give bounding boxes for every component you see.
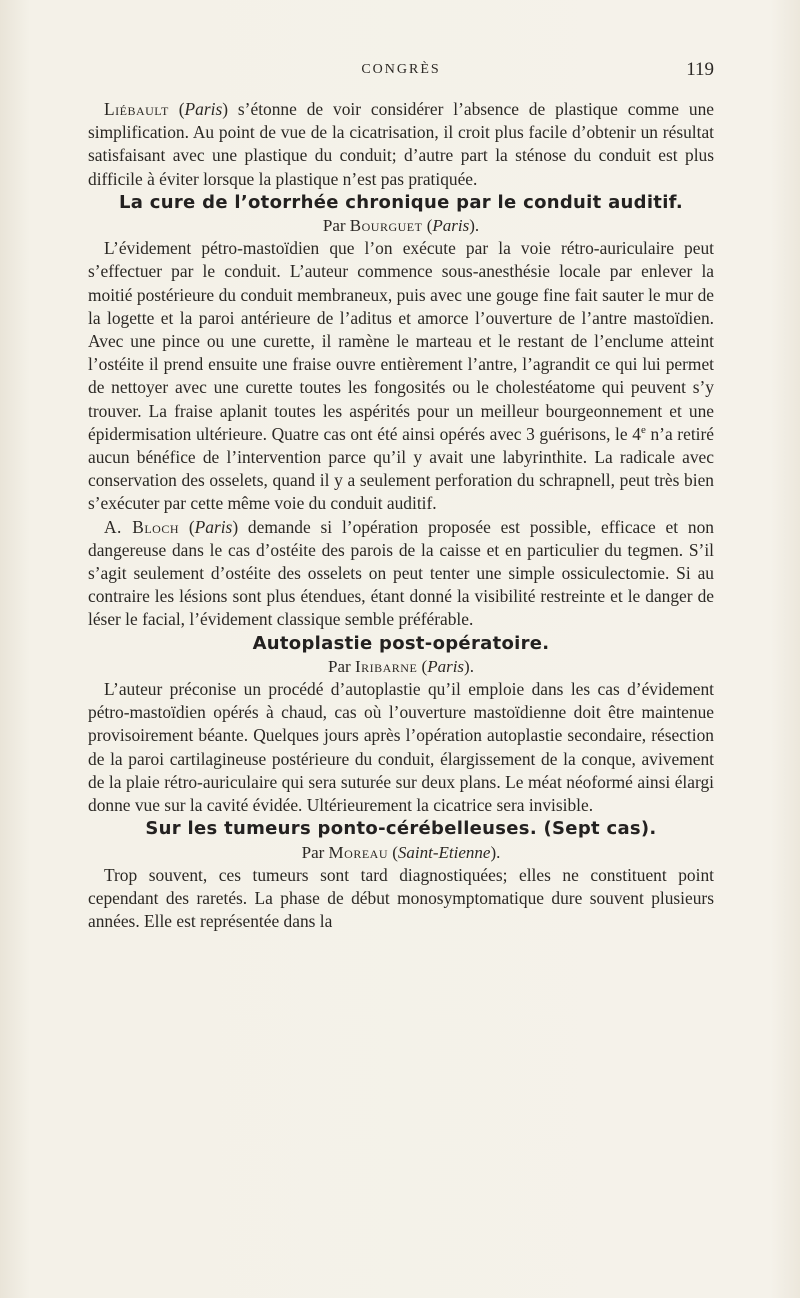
byline-city: Paris [427, 656, 465, 676]
byline-moreau: Par Moreau (Saint-Etienne). [301, 842, 501, 862]
section-title-otorrhee: La cure de l’otorrhée chronique par le conduit auditif. [119, 191, 683, 213]
intro-city: Paris [184, 99, 223, 119]
paragraph-bloch: A. Bloch (Paris) demande si l’opération proposée est possible, efficace et non dangereuse dans le cas d’ostéite des parois de la caisse et en particulier du tegmen. S’il s’agit seulement d’ostéite des osselets on peut tenter une simple ossiculectomie. Si au contraire les lésions sont plus étendues, étant donné la visibilité restreinte et le danger de léser le facial, l’évidement classique semble préférable. [88, 516, 714, 630]
bloch-city: Paris [194, 516, 233, 537]
intro-text: s’étonne de voir considérer l’absence de plastique comme une simplification. Au point de vue de la cicatrisation, il croit plus facile d’obtenir un résultat satisfaisant avec une plastique du conduit; d’autre part la sténose du conduit est plus difficile à éviter lorsque la plastique n’est pas pratiquée. [88, 99, 714, 189]
byline-author: Iribarne [354, 656, 418, 676]
byline-iribarne: Par Iribarne (Paris). [328, 656, 474, 676]
paragraph-evidement: L’évidement pétro-mastoïdien que l’on exécute par la voie rétro-auriculaire peut s’effectuer par le conduit. L’auteur commence sous-anesthésie locale par enlever la moitié postérieure du conduit membraneux, puis avec une gouge fine fait sauter le mur de la logette et la paroi antérieure de l’aditus et amorce l’ouverture de l’antre mastoïdien. Avec une pince ou une curette, il ramène le marteau et le restant de l’enclume atteint l’ostéite il prend ensuite une fraise ouvre entièrement l’antre, l’agrandit ce qui lui permet de nettoyer avec une curette toutes les fongosités ou le cholestéatome qui peuvent s’y trouver. La fraise aplanit toutes les aspérités pour un meilleur bourgeonnement et une épidermisation ultérieure. Quatre cas ont été ainsi opérés avec 3 guérisons, le 4e n’a retiré aucun bénéfice de l’intervention parce qu’il y avait une labyrinthite. La radicale avec conservation des osselets, quand il y a seulement perforation du schrapnell, peut très bien s’exécuter par cette même voie du conduit auditif. [88, 238, 714, 514]
page-body [88, 98, 714, 933]
page-header [88, 59, 714, 86]
byline-city: Paris [432, 216, 470, 236]
section-title-tumeurs: Sur les tumeurs ponto-cérébelleuses. (Sept cas). [145, 818, 657, 840]
bloch-author: A. Bloch [104, 516, 179, 537]
intro-author: Liébault [104, 99, 169, 119]
running-title: CONGRÈS [361, 62, 441, 77]
section-title-autoplastie: Autoplastie post-opératoire. [252, 632, 550, 654]
byline-author: Moreau [328, 842, 388, 862]
byline-bourguet: Par Bourguet (Paris). [322, 216, 480, 236]
paragraph-autoplastie: L’auteur préconise un procédé d’autoplastie qu’il emploie dans les cas d’évidement pétro-mastoïdien opérés à chaud, cas où l’ouverture mastoïdienne doit être maintenue provisoirement béante. Quelques jours après l’opération autoplastie secondaire, résection de la paroi cartilagineuse postérieure du conduit, élargissement de la conque, avivement de la plaie rétro-auriculaire qui sera suturée sur deux plans. Le méat néoformé ainsi élargi donne vue sur la cavité évidée. Ultérieurement la cicatrice sera invisible. [88, 679, 714, 816]
page-number: 119 [686, 59, 714, 80]
intro-paragraph: Liébault (Paris) s’étonne de voir considérer l’absence de plastique comme une simplification. Au point de vue de la cicatrisation, il croit plus facile d’obtenir un résultat satisfaisant avec une plastique du conduit; d’autre part la sténose du conduit est plus difficile à éviter lorsque la plastique n’est pas pratiquée. [88, 99, 714, 189]
byline-author: Bourguet [349, 216, 423, 236]
byline-city: Saint-Etienne [397, 842, 491, 862]
paragraph-tumeurs: Trop souvent, ces tumeurs sont tard diagnostiquées; elles ne constituent point cependant des raretés. La phase de début monosymptomatique dure souvent plusieurs années. Elle est représentée dans la [88, 864, 714, 932]
